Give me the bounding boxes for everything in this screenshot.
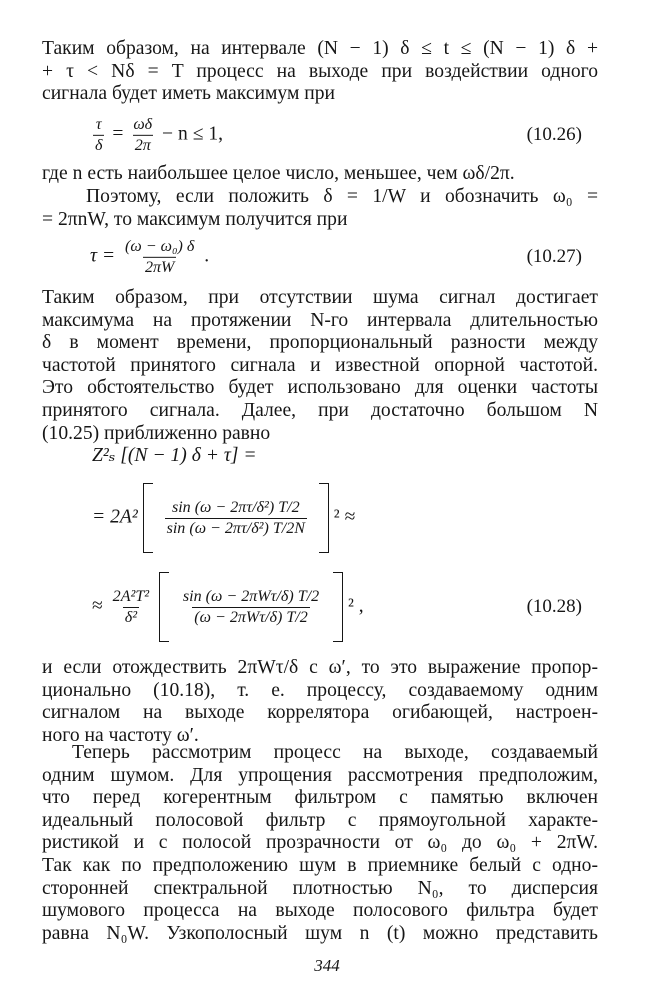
text-line: Таким образом, на интервале (N − 1) δ ≤ t ≤ (N − 1) δ + <box>42 38 598 59</box>
numerator: ωδ <box>133 115 153 133</box>
fraction <box>131 116 154 154</box>
equation-lhs: τ = <box>90 245 116 267</box>
paragraph-4 <box>42 287 598 445</box>
text-line: шумового процесса на выходе полосового фильтра будет <box>42 900 598 922</box>
paragraph-5 <box>42 657 598 747</box>
text-line: ционально (10.18), т. е. процессу, создаваемому одним <box>42 679 598 701</box>
fraction <box>123 238 196 276</box>
fraction <box>181 588 321 626</box>
numerator: sin (ω − 2πτ/δ²) T/2 <box>171 498 300 516</box>
text-line: что перед когерентным фильтром с памятью включен <box>42 787 598 809</box>
paragraph-1 <box>42 38 598 106</box>
text-line: одним шумом. Для упрощения рассмотрения предположим, <box>42 764 598 786</box>
fraction <box>93 116 104 154</box>
equation-number: (10.28) <box>526 596 582 617</box>
equation-10-27 <box>0 232 654 282</box>
left-bracket <box>159 572 169 642</box>
denominator: δ <box>95 136 103 154</box>
equation-tail: − n ≤ 1, <box>162 123 224 145</box>
right-bracket <box>333 572 343 642</box>
equation-10-26: $\frac{\tau}{\delta}$ = $\frac{\omega\delta}{2\pi}$ − n ≤ 1, (10.26) <box>95 115 582 154</box>
text-line: максимума на протяжении N-го интервала длительностью <box>42 309 598 331</box>
equation-line: Z²ₛ [(N − 1) δ + τ] = <box>92 445 257 466</box>
left-bracket <box>143 483 153 553</box>
text-line: δ в момент времени, пропорциональный разности между <box>42 332 598 354</box>
denominator: 2π <box>134 136 151 154</box>
numerator: 2A²T² <box>112 587 150 605</box>
equation-prefix: = 2A² <box>92 506 138 528</box>
text-line: Так как по предположению шум в приемнике белый с одно- <box>42 854 598 876</box>
equation-suffix: ² , <box>347 595 364 617</box>
right-bracket <box>319 483 329 553</box>
numerator: τ <box>95 115 102 133</box>
page-number: 344 <box>314 956 340 975</box>
paragraph-3 <box>42 186 598 231</box>
text-line: сигналом на выходе коррелятора огибающей, настроен- <box>42 702 598 724</box>
denominator: 2πW <box>144 258 175 276</box>
equation-number: (10.26) <box>526 124 582 145</box>
equation-prefix: ≈ <box>92 595 103 617</box>
denominator: (ω − 2πWτ/δ) T/2 <box>194 608 308 626</box>
denominator: δ² <box>124 608 138 626</box>
text-line: Теперь рассмотрим процесс на выходе, создаваемый <box>72 742 598 763</box>
text-line: ристикой и с полосой прозрачности от ω₀ до ω₀ + 2πW. <box>42 832 598 854</box>
equation-10-28-line-3 <box>0 565 654 649</box>
text-line: частотой принятого сигнала и известной опорной частотой. <box>42 354 598 376</box>
text-line: принятого сигнала. Далее, при достаточно большом N <box>42 399 598 421</box>
equation-number: (10.27) <box>526 246 582 267</box>
text-line: и если отождествить 2πWτ/δ с ω′, то это выражение пропор- <box>42 657 598 678</box>
text-line: сигнала будет иметь максимум при <box>42 83 336 105</box>
equation-10-28-line-2 <box>0 478 654 558</box>
fraction <box>111 588 151 626</box>
text-line: идеальный полосовой фильтр с прямоугольной характе- <box>42 809 598 831</box>
text-line: сторонней спектральной плотностью N₀, то дисперсия <box>42 877 598 899</box>
text-line: Таким образом, при отсутствии шума сигнал достигает <box>42 287 598 308</box>
numerator: sin (ω − 2πWτ/δ) T/2 <box>182 587 320 605</box>
text-line: где n есть наибольшее целое число, меньшее, чем ωδ/2π. <box>42 163 515 184</box>
denominator: sin (ω − 2πτ/δ²) T/2N <box>166 519 305 537</box>
text-line: Поэтому, если положить δ = 1/W и обозначить ω₀ = <box>86 186 598 207</box>
text-line: Это обстоятельство будет использовано для оценки частоты <box>42 377 598 399</box>
fraction <box>165 499 307 537</box>
text-line: ного на частоту ω′. <box>42 724 199 746</box>
text-line: = 2πnW, то максимум получится при <box>42 208 348 230</box>
equation-suffix: ² ≈ <box>333 506 356 528</box>
equation-tail: . <box>204 245 210 267</box>
text-line: равна N₀W. Узкополосный шум n (t) можно представить <box>42 922 598 944</box>
numerator: (ω − ω₀) δ <box>125 237 195 255</box>
text-line: + τ < Nδ = T процесс на выходе при воздействии одного <box>42 60 598 82</box>
text-line: (10.25) приближенно равно <box>42 422 271 444</box>
paragraph-2 <box>42 163 598 186</box>
equation-10-28-line-1 <box>0 437 654 473</box>
paragraph-6 <box>42 742 598 945</box>
